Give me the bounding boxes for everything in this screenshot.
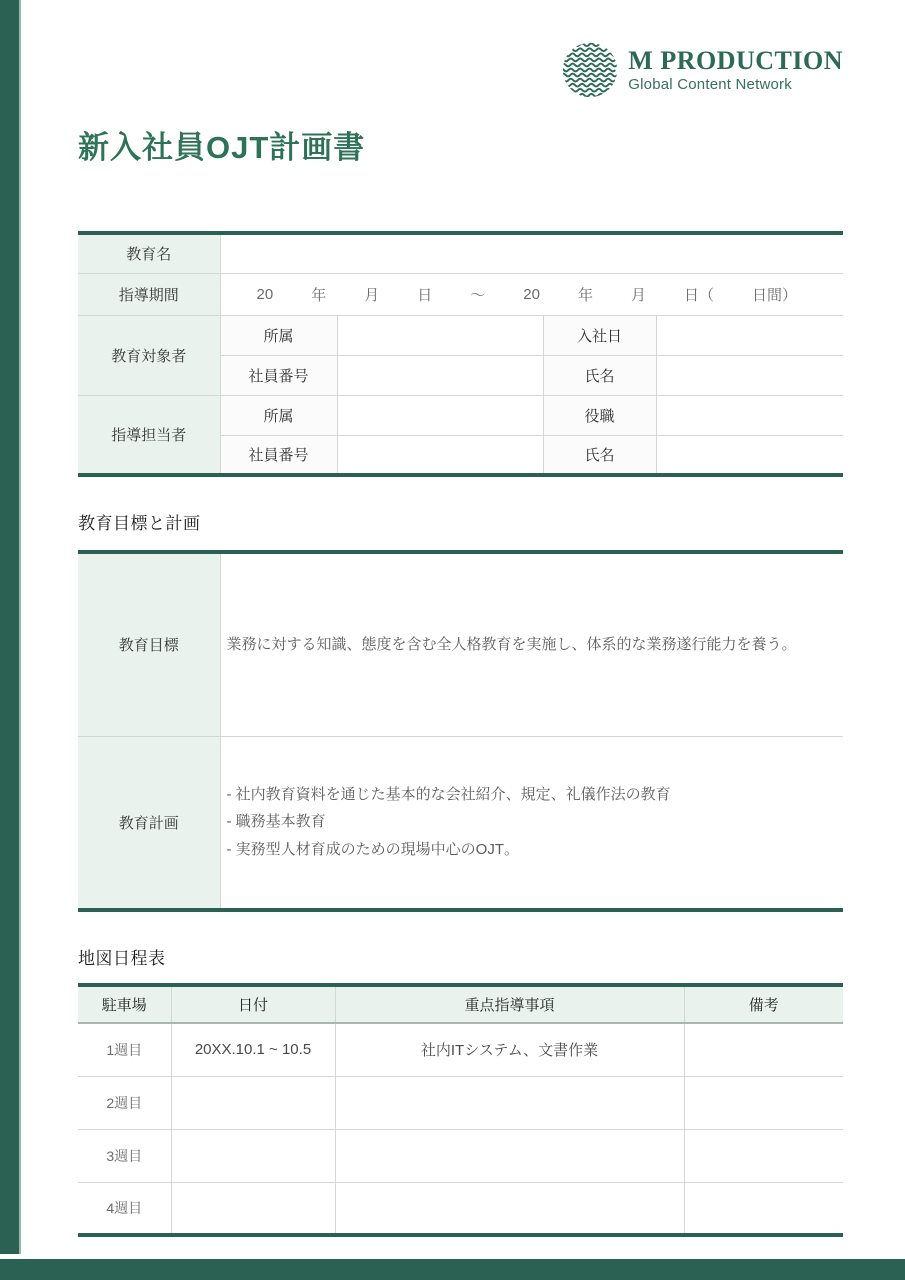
plan-line: - 実務型人材育成のための現場中心のOJT。 (226, 841, 519, 859)
period-part: ～ (470, 286, 486, 304)
schedule-header-date: 日付 (171, 985, 335, 1023)
trainee-name-value (656, 355, 843, 395)
date-cell (171, 1182, 335, 1235)
table-row (78, 552, 843, 736)
schedule-header-week: 駐車場 (78, 985, 171, 1023)
trainee-info-table (78, 231, 843, 477)
trainer-label: 指導担当者 (78, 395, 220, 475)
period-value-text (221, 284, 844, 305)
goal-text-cell (220, 552, 843, 736)
date-cell (171, 1076, 335, 1129)
trainer-affiliation-value (337, 395, 543, 435)
company-logo (78, 40, 843, 100)
trainer-affiliation-label: 所属 (220, 395, 337, 435)
table-row (78, 315, 843, 355)
table-row (78, 736, 843, 910)
topic-cell: 社内ITシステム、文書作業 (335, 1023, 684, 1076)
goal-text: 業務に対する知識、態度を含む全人格教育を実施し、体系的な業務遂行能力を養う。 (226, 635, 797, 653)
period-part: 日間） (751, 286, 797, 304)
table-row (78, 273, 843, 315)
left-accent-bar (0, 0, 21, 1254)
trainer-position-label: 役職 (543, 395, 656, 435)
period-part: 年 (577, 286, 593, 304)
goals-table (78, 550, 843, 912)
education-name-value (220, 233, 843, 273)
trainee-join-date-value (656, 315, 843, 355)
date-cell: 20XX.10.1 ~ 10.5 (171, 1023, 335, 1076)
table-row (78, 1076, 843, 1129)
trainee-employee-number-value (337, 355, 543, 395)
trainee-name-label: 氏名 (543, 355, 656, 395)
trainee-employee-number-label: 社員番号 (220, 355, 337, 395)
table-row (78, 1023, 843, 1076)
page-title: 新入社員OJT計画書 (78, 130, 366, 165)
week-cell: 4週目 (78, 1182, 171, 1235)
date-cell (171, 1129, 335, 1182)
period-part: 月 (630, 286, 646, 304)
document-page (78, 0, 843, 1237)
trainee-affiliation-label: 所属 (220, 315, 337, 355)
topic-cell (335, 1129, 684, 1182)
schedule-header-topic: 重点指導事項 (335, 985, 684, 1023)
table-row (78, 233, 843, 273)
schedule-header-note: 備考 (684, 985, 843, 1023)
trainer-employee-number-label: 社員番号 (220, 435, 337, 475)
trainer-name-label: 氏名 (543, 435, 656, 475)
wave-globe-icon (561, 41, 619, 99)
schedule-section-heading: 地図日程表 (78, 949, 166, 968)
plan-text (221, 781, 844, 864)
logo-text-block (628, 47, 843, 93)
trainer-name-value (656, 435, 843, 475)
table-row (78, 1182, 843, 1235)
plan-line: - 社内教育資料を通じた基本的な会社紹介、規定、礼儀作法の教育 (226, 785, 671, 803)
period-value (220, 273, 843, 315)
bottom-accent-bar (0, 1259, 905, 1280)
topic-cell (335, 1182, 684, 1235)
goal-label: 教育目標 (78, 552, 220, 736)
logo-tagline: Global Content Network (628, 76, 792, 94)
week-cell: 1週目 (78, 1023, 171, 1076)
period-part: 20 (523, 285, 540, 303)
plan-line: - 職務基本教育 (226, 813, 326, 831)
schedule-header-row (78, 985, 843, 1023)
schedule-table (78, 983, 843, 1237)
week-cell: 3週目 (78, 1129, 171, 1182)
period-label: 指導期間 (78, 273, 220, 315)
logo-company-name: M PRODUCTION (628, 45, 843, 75)
trainer-employee-number-value (337, 435, 543, 475)
plan-text-cell (220, 736, 843, 910)
period-part: 年 (311, 286, 327, 304)
note-cell (684, 1129, 843, 1182)
note-cell (684, 1076, 843, 1129)
trainee-join-date-label: 入社日 (543, 315, 656, 355)
period-part: 日（ (683, 286, 714, 304)
goals-section-heading: 教育目標と計画 (78, 514, 201, 533)
note-cell (684, 1023, 843, 1076)
note-cell (684, 1182, 843, 1235)
trainee-affiliation-value (337, 315, 543, 355)
week-cell: 2週目 (78, 1076, 171, 1129)
plan-label: 教育計画 (78, 736, 220, 910)
education-name-label: 教育名 (78, 233, 220, 273)
period-part: 月 (364, 286, 380, 304)
table-row (78, 395, 843, 435)
trainee-label: 教育対象者 (78, 315, 220, 395)
period-part: 日 (417, 286, 433, 304)
topic-cell (335, 1076, 684, 1129)
table-row (78, 1129, 843, 1182)
period-part: 20 (256, 285, 274, 303)
trainer-position-value (656, 395, 843, 435)
